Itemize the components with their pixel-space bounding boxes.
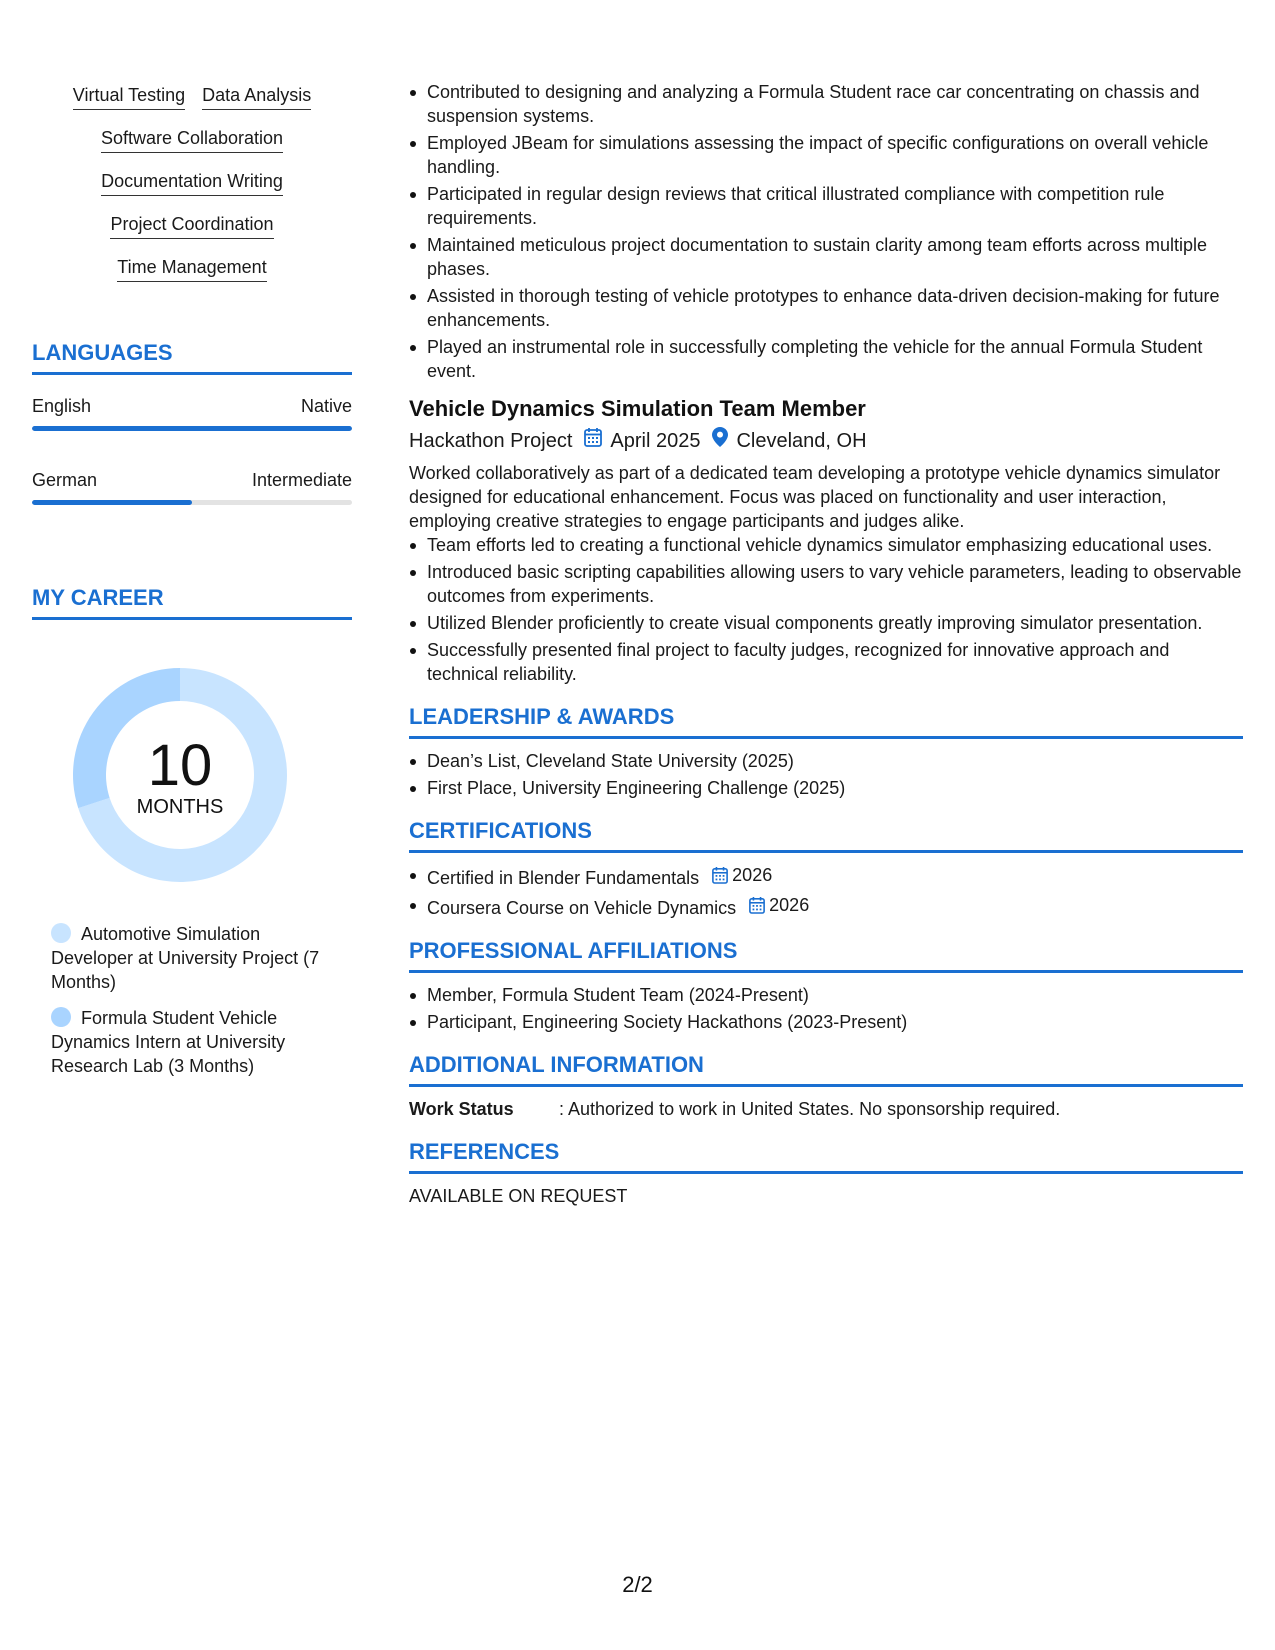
experience-bullet: Contributed to designing and analyzing a Formula Student race car concentrating on chassis and suspension systems. (409, 80, 1243, 128)
affiliations-list (409, 983, 1243, 1034)
job-location: Cleveland, OH (736, 430, 867, 452)
calendar-icon (712, 866, 728, 884)
page-number: 2/2 (622, 1572, 653, 1597)
language-bar (32, 500, 352, 505)
experience-bullet: Employed JBeam for simulations assessing the impact of specific configurations on overall vehicle handling. (409, 131, 1243, 179)
experience-bullet: Maintained meticulous project documentation to sustain clarity among team efforts across multiple phases. (409, 233, 1243, 281)
experience-bullets (409, 80, 1243, 383)
language-bar (32, 426, 352, 431)
affiliation-item: Participant, Engineering Society Hackathons (2023-Present) (409, 1010, 1243, 1034)
certification-name: Coursera Course on Vehicle Dynamics (427, 898, 737, 918)
language-item (32, 395, 352, 431)
career-donut-chart (67, 662, 293, 888)
left-column (32, 84, 352, 1090)
experience-bullet: Participated in regular design reviews that critical illustrated compliance with competition rule requirements. (409, 182, 1243, 230)
career-legend (51, 922, 321, 1078)
language-level: Native (300, 396, 352, 416)
affiliations-heading: PROFESSIONAL AFFILIATIONS (409, 938, 1243, 973)
job-meta (409, 427, 1243, 455)
experience-bullet: Played an instrumental role in successfully completing the vehicle for the annual Formula Student event. (409, 335, 1243, 383)
calendar-icon (749, 896, 765, 914)
location-pin-icon (712, 427, 728, 455)
skill-tag: Data Analysis (202, 84, 311, 110)
leadership-heading: LEADERSHIP & AWARDS (409, 704, 1243, 739)
language-bar-fill (32, 500, 192, 505)
leadership-list (409, 749, 1243, 800)
legend-label: Formula Student Vehicle Dynamics Intern at University Research Lab (3 Months) (51, 1008, 286, 1076)
work-status-value: : Authorized to work in United States. No sponsorship required. (559, 1099, 1061, 1119)
legend-item (51, 1006, 321, 1078)
language-bar-fill (32, 426, 352, 431)
skill-tag: Time Management (117, 256, 266, 282)
skill-tag: Virtual Testing (73, 84, 185, 110)
languages-heading: LANGUAGES (32, 340, 352, 375)
job-date: April 2025 (610, 430, 701, 452)
certification-item (409, 893, 1243, 920)
certification-item (409, 863, 1243, 890)
affiliation-item: Member, Formula Student Team (2024-Present) (409, 983, 1243, 1007)
donut-total-number: 10 (147, 733, 213, 798)
skill-tag: Software Collaboration (101, 127, 283, 153)
legend-dot-icon (51, 1007, 71, 1027)
language-name: German (32, 470, 98, 490)
certification-year: 2026 (732, 865, 773, 885)
language-name: English (32, 396, 92, 416)
legend-dot-icon (51, 923, 71, 943)
right-column (409, 80, 1243, 1208)
career-heading: MY CAREER (32, 585, 352, 620)
job-bullet: Utilized Blender proficiently to create visual components greatly improving simulator presentation. (409, 611, 1243, 635)
certification-year: 2026 (769, 895, 810, 915)
legend-item (51, 922, 321, 994)
language-item (32, 469, 352, 505)
certifications-list (409, 863, 1243, 920)
language-level: Intermediate (251, 470, 352, 490)
experience-bullet: Assisted in thorough testing of vehicle prototypes to enhance data-driven decision-making for future enhancements. (409, 284, 1243, 332)
job-bullet: Team efforts led to creating a functional vehicle dynamics simulator emphasizing educational uses. (409, 533, 1243, 557)
job-bullet: Introduced basic scripting capabilities allowing users to vary vehicle parameters, leading to observable outcomes from experiments. (409, 560, 1243, 608)
skill-tag: Documentation Writing (101, 170, 283, 196)
calendar-icon (584, 427, 602, 455)
job-description: Worked collaboratively as part of a dedicated team developing a prototype vehicle dynamics simulator designed for educational enhancement. Focus was placed on functionality and user interaction, employing creative strategies to engage participants and judges alike. (409, 463, 1221, 531)
legend-label: Automotive Simulation Developer at University Project (7 Months) (51, 924, 320, 992)
donut-total-unit: MONTHS (136, 796, 224, 818)
job-bullet: Successfully presented final project to faculty judges, recognized for innovative approach and technical reliability. (409, 638, 1243, 686)
certification-name: Certified in Blender Fundamentals (427, 868, 700, 888)
leadership-item: First Place, University Engineering Challenge (2025) (409, 776, 1243, 800)
certifications-heading: CERTIFICATIONS (409, 818, 1243, 853)
work-status-row (409, 1097, 1243, 1121)
skills-list (32, 84, 352, 282)
job-title: Vehicle Dynamics Simulation Team Member (409, 396, 866, 421)
certification-date (749, 893, 809, 917)
job-company: Hackathon Project (409, 430, 573, 452)
work-status-label: Work Status (409, 1099, 514, 1119)
skill-tag: Project Coordination (110, 213, 273, 239)
leadership-item: Dean’s List, Cleveland State University (2025) (409, 749, 1243, 773)
certification-date (712, 863, 772, 887)
job-bullets (409, 533, 1243, 686)
references-heading: REFERENCES (409, 1139, 1243, 1174)
additional-info-heading: ADDITIONAL INFORMATION (409, 1052, 1243, 1087)
references-text: AVAILABLE ON REQUEST (409, 1186, 628, 1206)
